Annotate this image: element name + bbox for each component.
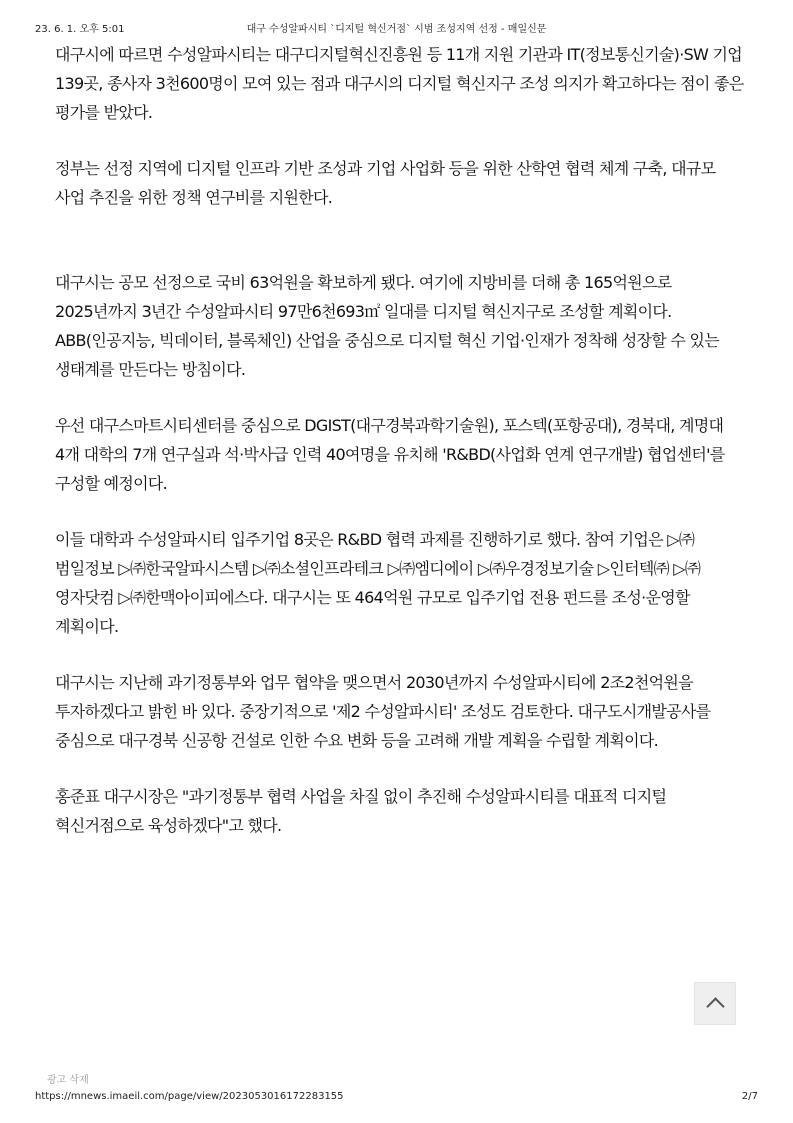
article-body <box>55 40 745 840</box>
scroll-to-top-button[interactable] <box>694 982 736 1025</box>
article-paragraph: 대구시는 공모 선정으로 국비 63억원을 확보하게 됐다. 여기에 지방비를 더해 총 165억원으로 2025년까지 3년간 수성알파시티 97만6천693㎡ 일대를 디지털 혁신지구로 조성할 계획이다. ABB(인공지능, 빅데이터, 블록체인) 산업을 중심으로 디지털 혁신 기업·인재가 정착해 성장할 수 있는 생태계를 만든다는 방침이다. <box>55 273 720 379</box>
article-paragraph: 정부는 선정 지역에 디지털 인프라 기반 조성과 기업 사업화 등을 위한 산학연 협력 체계 구축, 대규모 사업 추진을 위한 정책 연구비를 지원한다. <box>55 159 716 207</box>
print-page-number: 2/7 <box>741 1091 758 1102</box>
print-header <box>35 20 758 34</box>
article-paragraph: 대구시는 지난해 과기정통부와 업무 협약을 맺으면서 2030년까지 수성알파시티에 2조2천억원을 투자하겠다고 밝힌 바 있다. 중장기적으로 '제2 수성알파시티' 조성도 검토한다. 대구도시개발공사를 중심으로 대구경북 신공항 건설로 인한 수요 변화 등을 고려해 개발 계획을 수립할 계획이다. <box>55 673 711 750</box>
article-paragraph: 이들 대학과 수성알파시티 입주기업 8곳은 R&BD 협력 과제를 진행하기로 했다. 참여 기업은 ▷㈜범일정보 ▷㈜한국알파시스템 ▷㈜소셜인프라테크 ▷㈜엠디에이 ▷㈜우경정보기술 ▷인터텍㈜ ▷㈜영자닷컴 ▷㈜한맥아이피에스다. 대구시는 또 464억원 규모로 입주기업 전용 펀드를 조성·운영할 계획이다. <box>55 530 701 636</box>
print-footer <box>35 1091 758 1105</box>
article-paragraph: 홍준표 대구시장은 "과기정통부 협력 사업을 차질 없이 추진해 수성알파시티를 대표적 디지털 혁신거점으로 육성하겠다"고 했다. <box>55 787 667 835</box>
ad-remove-link[interactable]: 광고 삭제 <box>47 1075 89 1086</box>
article-paragraph: 우선 대구스마트시티센터를 중심으로 DGIST(대구경북과학기술원), 포스텍(포항공대), 경북대, 계명대 4개 대학의 7개 연구실과 석·박사급 인력 40여명을 유치해 'R&BD(사업화 연계 연구개발) 협업센터'를 구성할 예정이다. <box>55 416 725 493</box>
print-date: 23. 6. 1. 오후 5:01 <box>35 24 125 35</box>
print-url: https://mnews.imaeil.com/page/view/2023053016172283155 <box>35 1091 344 1102</box>
print-page-title: 대구 수성알파시티 `디지털 혁신거점` 시범 조성지역 선정 - 매일신문 <box>246 24 547 35</box>
chevron-up-icon <box>706 997 724 1015</box>
article-paragraph: 대구시에 따르면 수성알파시티는 대구디지털혁신진흥원 등 11개 지원 기관과 IT(정보통신기술)·SW 기업 139곳, 종사자 3천600명이 모여 있는 점과 대구시의 디지털 혁신지구 조성 의지가 확고하다는 점이 좋은 평가를 받았다. <box>55 45 744 122</box>
